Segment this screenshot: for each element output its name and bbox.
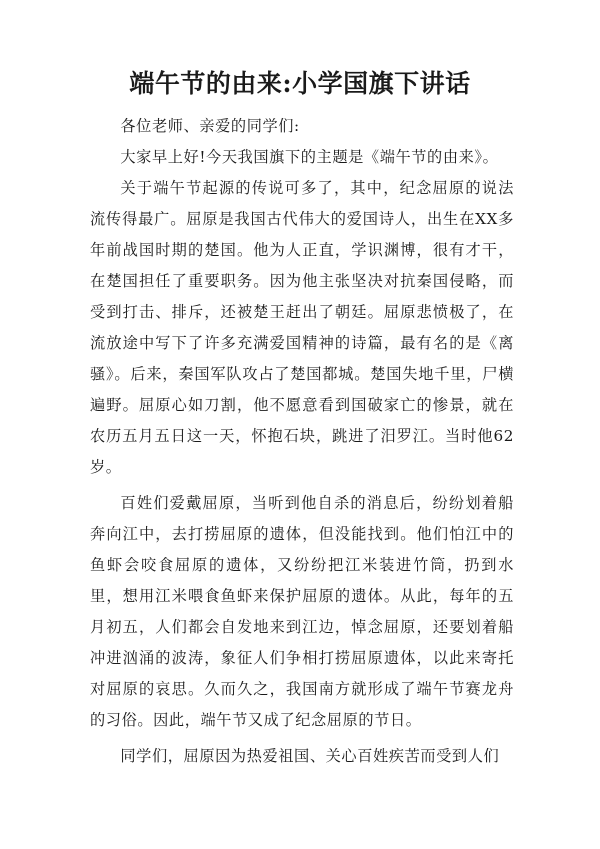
greeting-paragraph: 各位老师、亲爱的同学们:: [120, 117, 300, 135]
closing-paragraph: 同学们，屈原因为热爱祖国、关心百姓疾苦而受到人们: [120, 747, 500, 765]
custom-paragraph: 百姓们爱戴屈原，当听到他自杀的消息后，纷纷划着船奔向江中，去打捞屈原的遗体，但没能找到。他们怕江中的鱼虾会咬食屈原的遗体，又纷纷把江米装进竹筒，扔到水里，想用江米喂食鱼虾来保护屈原的遗体。从此，每年的五月初五，人们都会自发地来到江边，悼念屈原，还要划着船冲进汹涌的波涛，象征人们争相打捞屈原遗体，以此来寄托对屈原的哀思。久而久之，我国南方就形成了端午节赛龙舟的习俗。因此，端午节又成了纪念屈原的节日。: [90, 494, 514, 729]
origin-paragraph: 关于端午节起源的传说可多了，其中，纪念屈原的说法流传得最广。屈原是我国古代伟大的爱国诗人，出生在XX多年前战国时期的楚国。他为人正直，学识渊博，很有才干，在楚国担任了重要职务。因为他主张坚决对抗秦国侵略，而受到打击、排斥，还被楚王赶出了朝廷。屈原悲愤极了，在流放途中写下了许多充满爱国精神的诗篇，最有名的是《离骚》。后来，秦国军队攻占了楚国都城。楚国失地千里，尸横遍野。屈原心如刀割，他不愿意看到国破家亡的惨景，就在农历五月五日这一天，怀抱石块，跳进了汨罗江。当时他62岁。: [90, 179, 514, 476]
intro-paragraph: 大家早上好!今天我国旗下的主题是《端午节的由来》。: [120, 148, 499, 166]
document-title: 端午节的由来:小学国旗下讲话: [129, 69, 471, 98]
document-body: [90, 111, 514, 772]
